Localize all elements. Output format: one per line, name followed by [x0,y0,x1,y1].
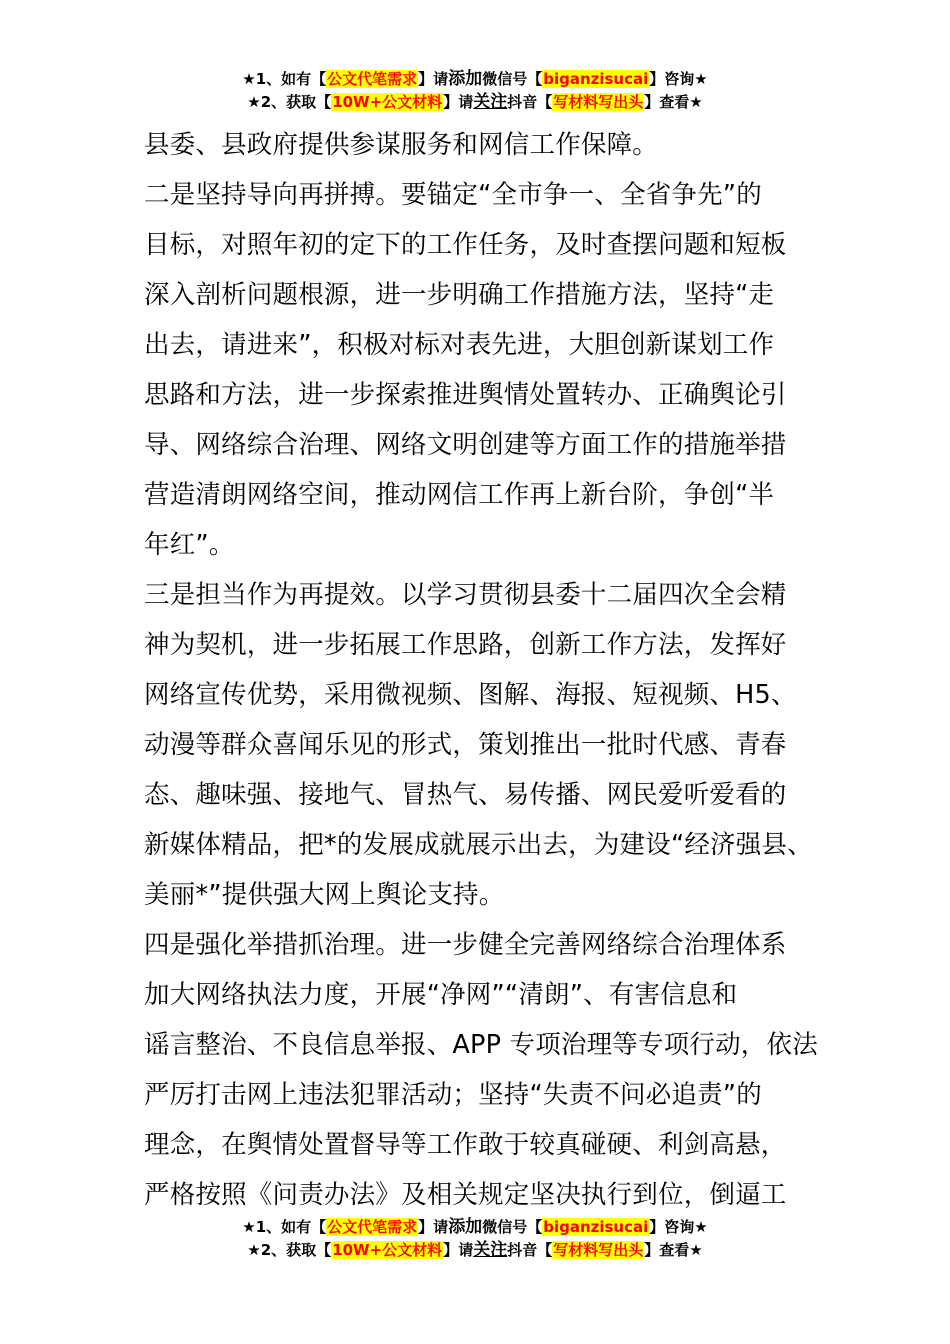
highlight-materials: 10W+公文材料 [332,93,443,111]
banner-text: 】查看★ [644,1241,703,1259]
banner-text: 】请 [443,93,474,111]
body-line: 四是强化举措抓治理。进一步健全完善网络综合治理体系 [144,930,787,960]
body-line: 谣言整治、不良信息举报、APP 专项治理等专项行动，依法 [144,1030,818,1060]
body-line: 严格按照《问责办法》及相关规定坚决执行到位，倒逼工 [144,1180,787,1210]
body-line: 县委、县政府提供参谋服务和网信工作保障。 [144,130,659,160]
body-line: 导、网络综合治理、网络文明创建等方面工作的措施举措 [144,430,787,460]
highlight-douyin: 写材料写出头 [553,1241,644,1259]
star-icon: ★ [247,93,261,111]
highlight-service: 公文代笔需求 [327,1218,418,1236]
body-line: 理念，在舆情处置督导等工作敢于较真碰硬、利剑高悬， [144,1130,787,1160]
banner-text: 2、获取【 [260,1241,332,1259]
document-body [144,120,818,1220]
banner-line-1 [0,1216,950,1239]
banner-text: 】查看★ [644,93,703,111]
banner-text: 关注 [473,1240,508,1260]
banner-line-1 [0,68,950,91]
banner-line-2 [0,91,950,114]
banner-text: 抖音【 [507,1241,553,1259]
banner-text: 抖音【 [507,93,553,111]
highlight-wechat-id: biganzisucai [543,70,649,88]
banner-text: 添加 [448,1217,483,1237]
banner-text: 关注 [473,92,508,112]
banner-text: 1、如有【 [255,1218,327,1236]
header-banner [0,68,950,114]
body-line: 二是坚持导向再拼搏。要锚定“全市争一、全省争先”的 [144,180,762,210]
banner-text: 】请 [443,1241,474,1259]
banner-text: 微信号【 [482,70,543,88]
body-line: 态、趣味强、接地气、冒热气、易传播、网民爱听爱看的 [144,780,787,810]
body-line: 出去，请进来”，积极对标对表先进，大胆创新谋划工作 [144,330,775,360]
body-line: 思路和方法，进一步探索推进舆情处置转办、正确舆论引 [144,380,787,410]
star-icon: ★ [242,1218,256,1236]
star-icon: ★ [247,1241,261,1259]
banner-text: 】请 [418,1218,449,1236]
body-line: 严厉打击网上违法犯罪活动；坚持“失责不问必追责”的 [144,1080,762,1110]
body-line: 网络宣传优势，采用微视频、图解、海报、短视频、H5、 [144,680,797,710]
star-icon: ★ [242,70,256,88]
body-line: 深入剖析问题根源，进一步明确工作措施方法，坚持“走 [144,280,775,310]
body-line: 美丽*”提供强大网上舆论支持。 [144,880,505,910]
highlight-materials: 10W+公文材料 [332,1241,443,1259]
banner-text: 添加 [448,69,483,89]
body-line: 动漫等群众喜闻乐见的形式，策划推出一批时代感、青春 [144,730,787,760]
highlight-service: 公文代笔需求 [327,70,418,88]
body-line: 加大网络执法力度，开展“净网”“清朗”、有害信息和 [144,980,738,1010]
banner-text: 2、获取【 [260,93,332,111]
body-line: 新媒体精品，把*的发展成就展示出去，为建设“经济强县、 [144,830,813,860]
banner-text: 1、如有【 [255,70,327,88]
footer-banner [0,1216,950,1262]
body-line: 年红”。 [144,530,235,560]
banner-line-2 [0,1239,950,1262]
banner-text: 】咨询★ [649,70,708,88]
body-line: 神为契机，进一步拓展工作思路，创新工作方法，发挥好 [144,630,787,660]
banner-text: 微信号【 [482,1218,543,1236]
banner-text: 】咨询★ [649,1218,708,1236]
highlight-douyin: 写材料写出头 [553,93,644,111]
body-line: 三是担当作为再提效。以学习贯彻县委十二届四次全会精 [144,580,787,610]
banner-text: 】请 [418,70,449,88]
body-line: 营造清朗网络空间，推动网信工作再上新台阶，争创“半 [144,480,775,510]
highlight-wechat-id: biganzisucai [543,1218,649,1236]
body-line: 目标，对照年初的定下的工作任务，及时查摆问题和短板 [144,230,787,260]
